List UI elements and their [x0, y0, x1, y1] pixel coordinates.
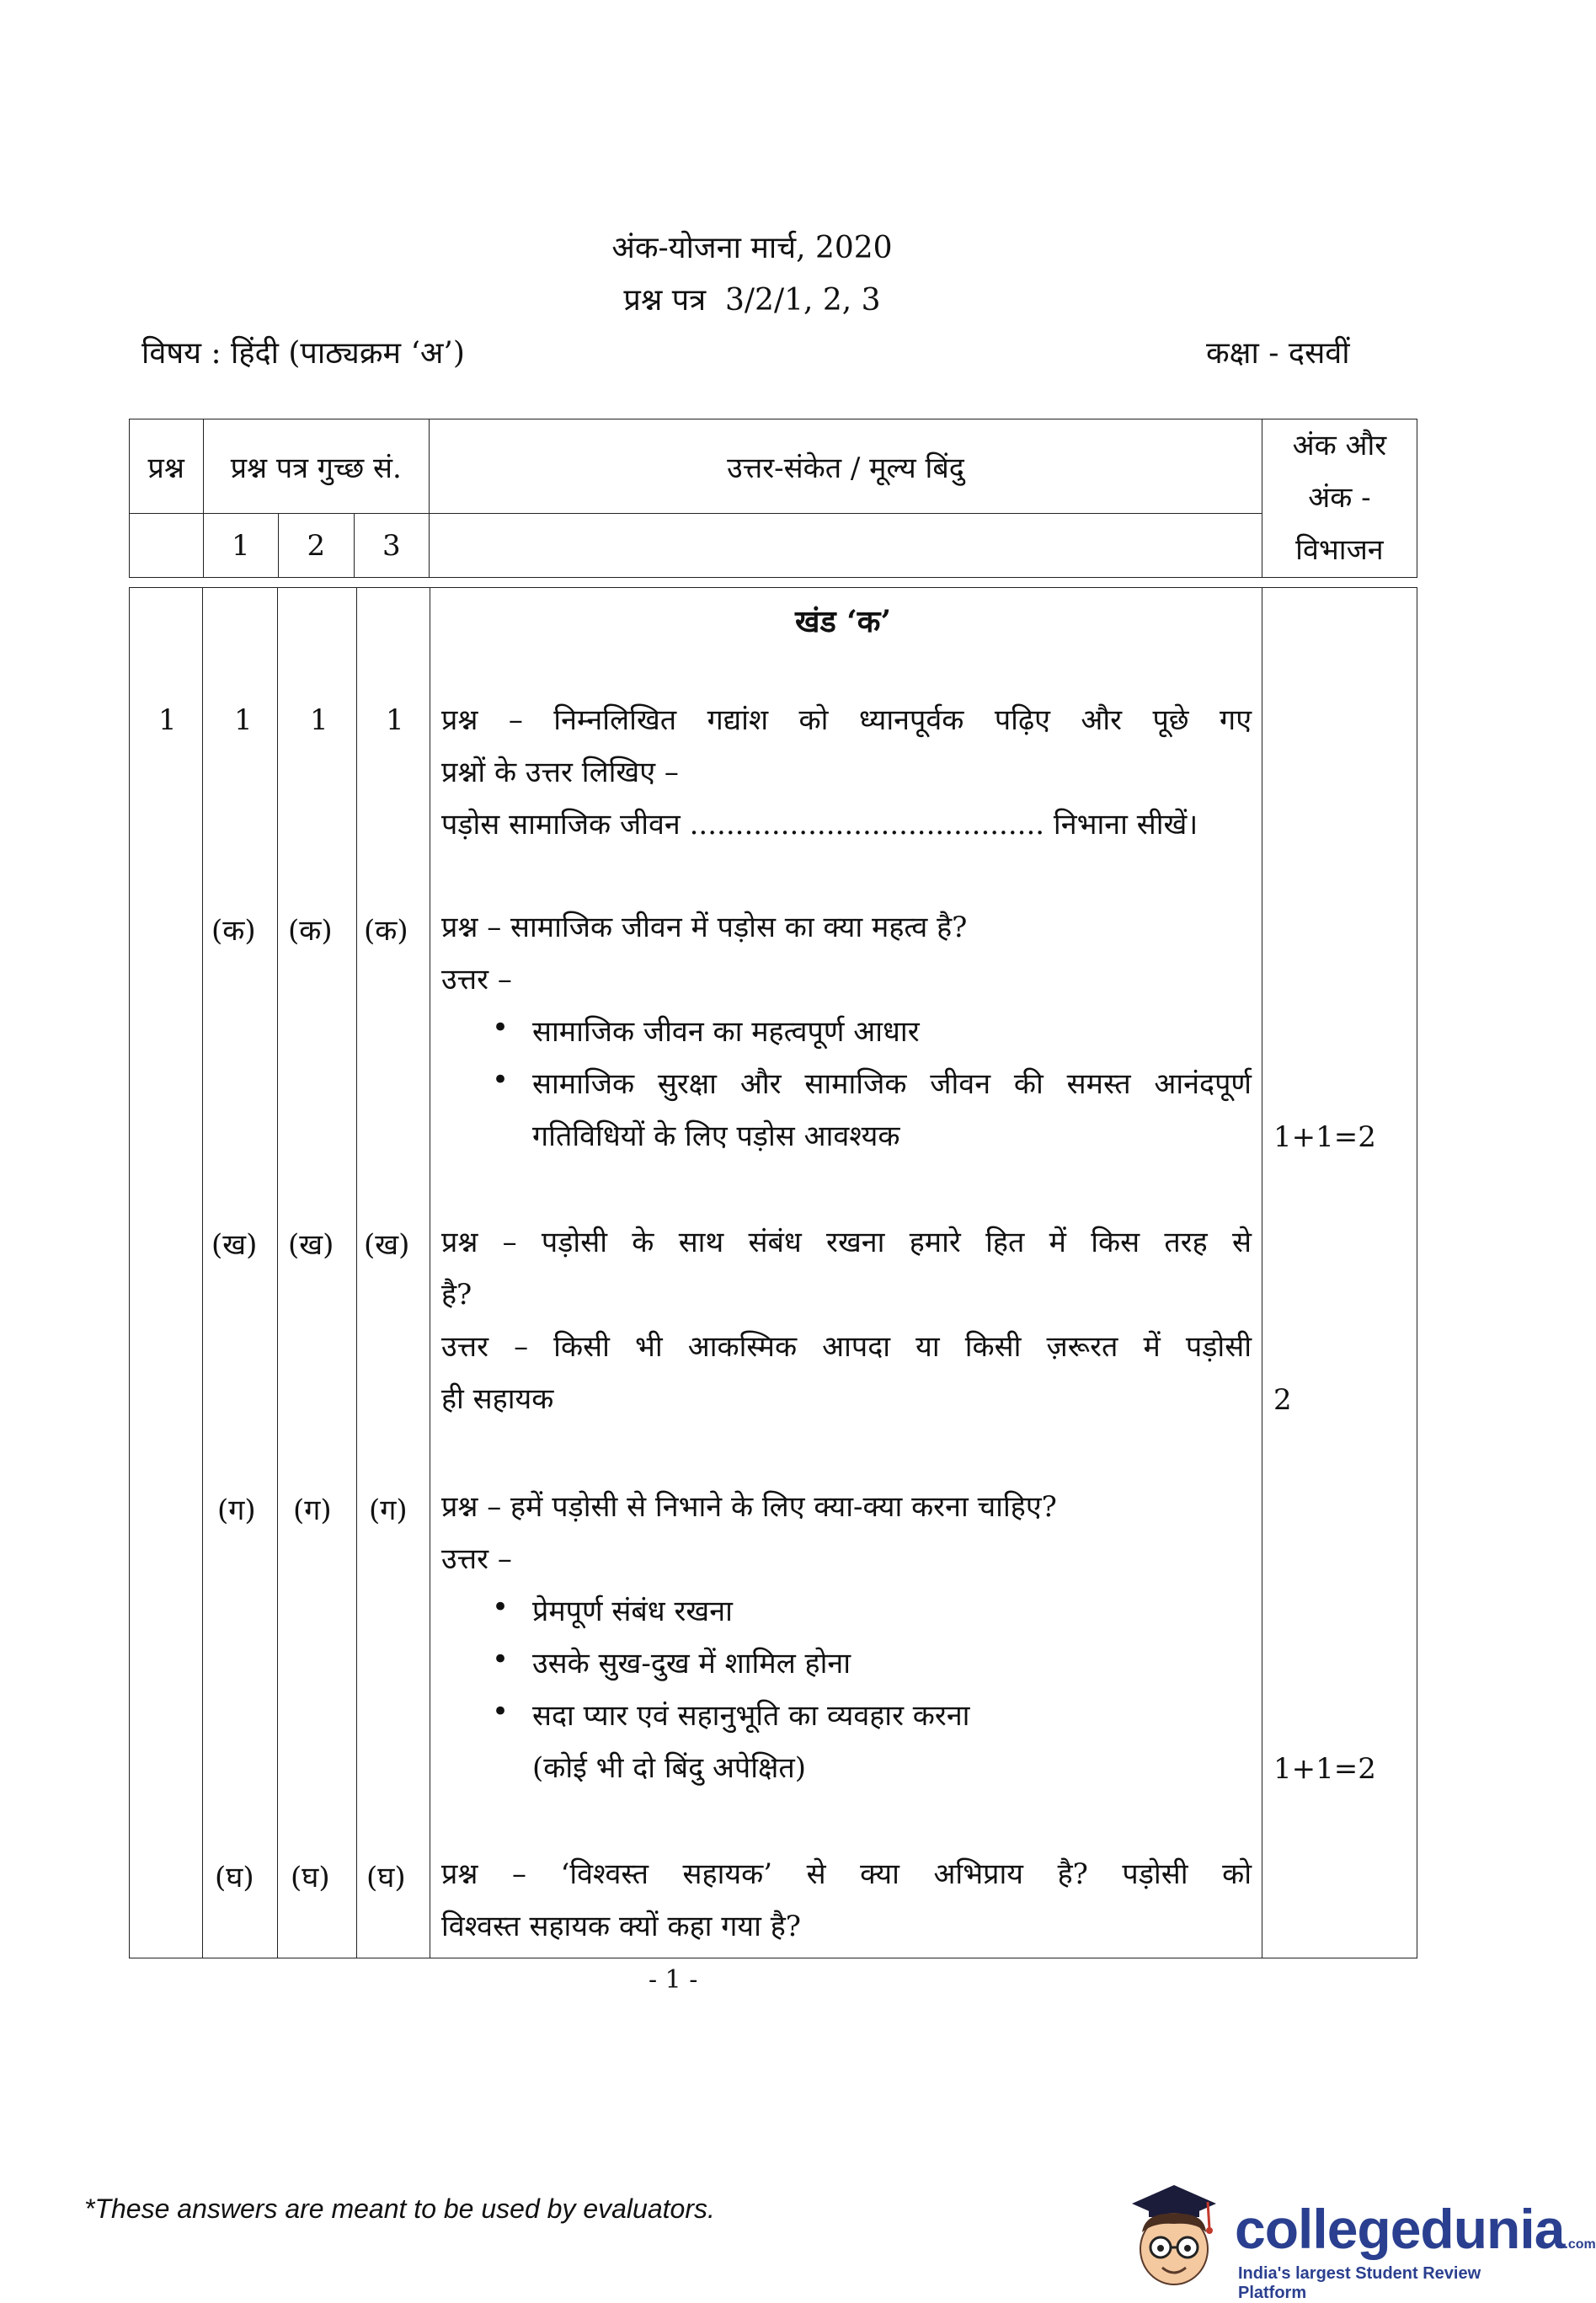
page-number: - 1 -: [649, 1965, 698, 1995]
qb-answer-line1: उत्तर – किसी भी आकस्मिक आपदा या किसी ज़रूरत में पड़ोसी: [441, 1330, 1252, 1364]
qa-question: प्रश्न – सामाजिक जीवन में पड़ोस का क्या महत्व है?: [441, 911, 968, 944]
q1-instruction-line1: प्रश्न – निम्नलिखित गद्यांश को ध्यानपूर्वक पढ़िए और पूछे गए: [441, 703, 1252, 737]
q1-set3: 1: [386, 703, 404, 737]
qb-question-line1: प्रश्न – पड़ोसी के साथ संबंध रखना हमारे हित में किस तरह से: [441, 1226, 1252, 1259]
logo-wordmark: collegedunia.com: [1235, 2198, 1596, 2260]
qd-label-set1: (घ): [215, 1861, 254, 1894]
qd-question-line1: प्रश्न – ‘विश्वस्त सहायक’ से क्या अभिप्राय है? पड़ोसी को: [441, 1857, 1252, 1891]
mascot-icon: [1120, 2173, 1228, 2291]
qc-answer-label: उत्तर –: [441, 1542, 512, 1576]
qc-question: प्रश्न – हमें पड़ोसी से निभाने के लिए क्या-क्या करना चाहिए?: [441, 1490, 1057, 1524]
q1-passage-ref: पड़ोस सामाजिक जीवन ....................................... निभाना सीखें।: [441, 808, 1198, 842]
qc-label-set3: (ग): [369, 1493, 408, 1527]
col-question-header: प्रश्न: [130, 419, 204, 514]
qc-bullet-2: • उसके सुख-दुख में शामिल होना: [532, 1643, 851, 1681]
qb-label-set1: (ख): [211, 1228, 258, 1262]
header-empty-cell: [130, 514, 204, 578]
qd-label-set2: (घ): [291, 1861, 330, 1894]
subject-label: विषय : हिंदी (पाठ्यक्रम ‘अ’): [141, 336, 465, 371]
collegedunia-logo: [1120, 2173, 1596, 2302]
qb-label-set2: (ख): [288, 1228, 334, 1262]
qa-marks: 1+1=2: [1273, 1120, 1376, 1154]
qc-bullet-3: • सदा प्यार एवं सहानुभूति का व्यवहार करना: [532, 1695, 970, 1734]
set-1-header: 1: [203, 514, 279, 578]
qa-label-set3: (क): [364, 914, 408, 948]
header-empty-answer: [430, 514, 1262, 578]
section-title: खंड ‘क’: [795, 604, 891, 639]
page-title: अंक-योजना मार्च, 2020: [611, 231, 893, 265]
class-label: कक्षा - दसवीं: [1206, 336, 1350, 371]
q1-set1: 1: [234, 703, 253, 737]
paper-code: प्रश्न पत्र 3/2/1, 2, 3: [623, 283, 881, 318]
qc-bullet-1: • प्रेमपूर्ण संबंध रखना: [532, 1590, 733, 1629]
col-answer-header: उत्तर-संकेत / मूल्य बिंदु: [430, 419, 1262, 514]
qa-answer-label: उत्तर –: [441, 963, 512, 997]
q1-number: 1: [158, 703, 177, 737]
qc-note: (कोई भी दो बिंदु अपेक्षित): [532, 1751, 807, 1785]
qa-bullet-2a: • सामाजिक सुरक्षा और सामाजिक जीवन की समस्त आनंदपूर्ण: [532, 1063, 1252, 1102]
qb-marks: 2: [1273, 1383, 1292, 1417]
qa-bullet-1: • सामाजिक जीवन का महत्वपूर्ण आधार: [532, 1011, 920, 1050]
qb-answer-line2: ही सहायक: [441, 1382, 554, 1416]
header-table: [129, 419, 1417, 578]
col-marks-header: अंक और अंक - विभाजन: [1262, 419, 1417, 578]
logo-tagline: India's largest Student Review Platform: [1238, 2264, 1481, 2302]
q1-instruction-line2: प्रश्नों के उत्तर लिखिए –: [441, 756, 679, 789]
qc-label-set2: (ग): [293, 1493, 332, 1527]
qc-label-set1: (ग): [217, 1493, 256, 1527]
col-set-header: प्रश्न पत्र गुच्छ सं.: [203, 419, 430, 514]
set-3-header: 3: [354, 514, 430, 578]
qd-label-set3: (घ): [366, 1861, 406, 1894]
set-2-header: 2: [279, 514, 355, 578]
qd-question-line2: विश्वस्त सहायक क्यों कहा गया है?: [441, 1910, 802, 1943]
qc-marks: 1+1=2: [1273, 1752, 1376, 1786]
qb-label-set3: (ख): [364, 1228, 410, 1262]
q1-set2: 1: [310, 703, 328, 737]
qa-label-set1: (क): [211, 914, 256, 948]
qa-bullet-2b: गतिविधियों के लिए पड़ोस आवश्यक: [532, 1119, 900, 1153]
qb-question-line2: है?: [441, 1278, 472, 1312]
evaluator-note: *These answers are meant to be used by evaluators.: [84, 2193, 715, 2224]
qa-label-set2: (क): [288, 914, 333, 948]
